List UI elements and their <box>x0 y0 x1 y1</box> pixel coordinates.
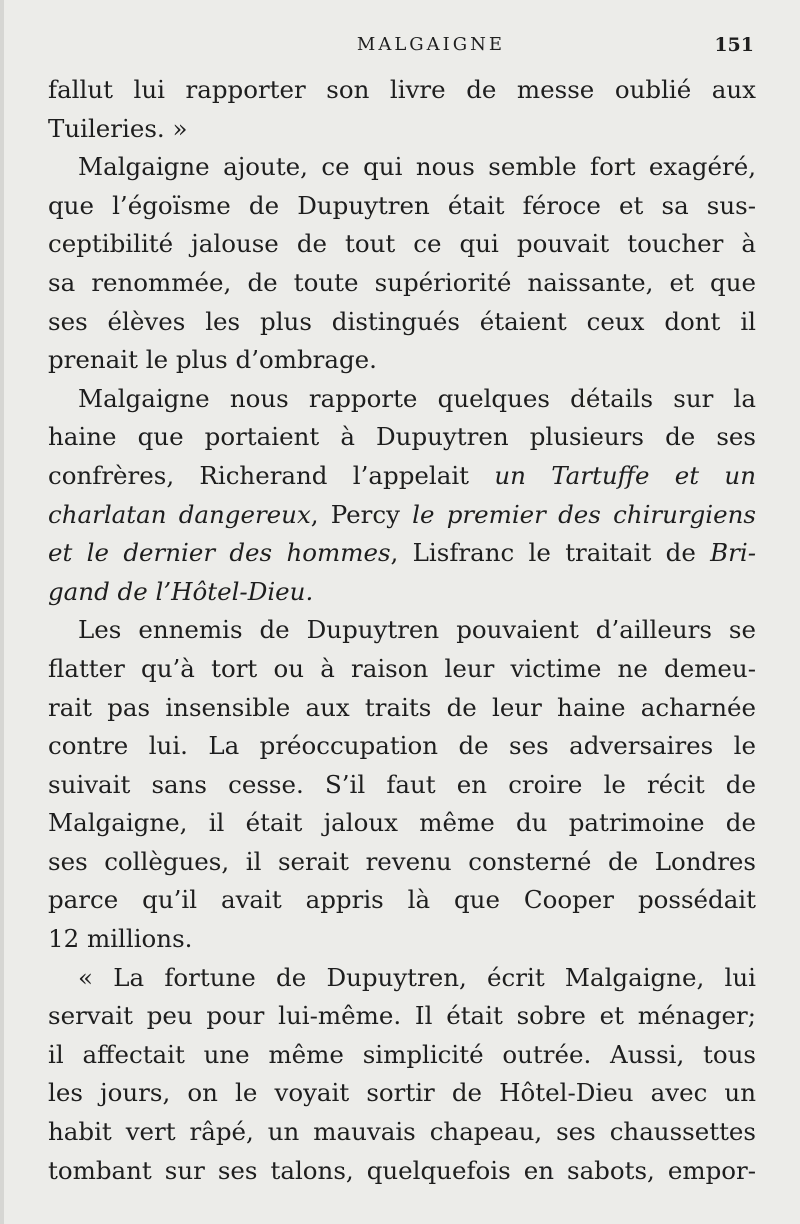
text-segment: suivait sans cesse. S’il faut en croire le récit de <box>48 769 756 799</box>
text-segment: prenait le plus d’ombrage. <box>48 345 377 375</box>
text-segment: rait pas insensible aux traits de leur haine acharnée <box>48 692 756 722</box>
text-line <box>48 843 756 882</box>
text-segment: ses collègues, il serait revenu consterné de Londres <box>48 846 756 876</box>
text-line <box>48 804 756 843</box>
text-line <box>48 187 756 226</box>
text-segment: servait peu pour lui-même. Il était sobre et ménager; <box>48 1001 756 1031</box>
text-line <box>48 496 756 535</box>
text-line <box>48 650 756 689</box>
text-segment: Malgaigne, il était jaloux même du patrimoine de <box>48 808 756 838</box>
text-segment: fallut lui rapporter son livre de messe oublié aux <box>48 75 756 104</box>
text-line <box>48 110 756 149</box>
text-line <box>48 766 756 805</box>
text-line <box>48 534 756 573</box>
text-segment: haine que portaient à Dupuytren plusieurs de ses <box>48 422 756 452</box>
text-segment: , Lisfranc le traitait de <box>390 538 711 568</box>
body-text <box>48 71 756 1190</box>
text-segment: sa renommée, de toute supériorité naissante, et que <box>48 267 756 297</box>
text-segment: contre lui. La préoccupation de ses adversaires le <box>48 731 756 761</box>
text-line <box>48 380 756 419</box>
text-segment: confrères, Richerand l’appelait <box>48 460 495 490</box>
text-segment: « La fortune de Dupuytren, écrit Malgaigne, lui <box>78 962 756 992</box>
text-line <box>48 148 756 187</box>
text-segment: habit vert râpé, un mauvais chapeau, ses chaussettes <box>48 1117 756 1147</box>
text-line <box>48 264 756 303</box>
text-segment: ses élèves les plus distingués étaient ceux dont il <box>48 306 756 336</box>
text-segment: Malgaigne ajoute, ce qui nous semble fort exagéré, <box>78 152 756 182</box>
text-segment: tombant sur ses talons, quelquefois en sabots, empor- <box>48 1155 756 1185</box>
text-line <box>48 225 756 264</box>
text-segment: il affectait une même simplicité outrée. Aussi, tous <box>48 1039 756 1069</box>
text-line <box>48 920 756 959</box>
text-segment: Tuileries. » <box>48 113 188 143</box>
text-segment: que l’égoïsme de Dupuytren était féroce et sa sus- <box>48 190 756 220</box>
italic-text: charlatan dangereux <box>48 499 311 529</box>
text-line <box>48 689 756 728</box>
italic-text: gand de l’Hôtel-Dieu. <box>48 576 314 606</box>
text-line <box>48 418 756 457</box>
text-segment: flatter qu’à tort ou à raison leur victime ne demeu- <box>48 653 756 683</box>
text-line <box>48 341 756 380</box>
running-header <box>48 34 754 64</box>
text-segment: ceptibilité jalouse de tout ce qui pouvait toucher à <box>48 229 756 259</box>
text-line <box>48 997 756 1036</box>
running-title: MALGAIGNE <box>356 34 506 55</box>
text-line <box>48 573 756 612</box>
text-line <box>48 881 756 920</box>
italic-text: le premier des chirurgiens <box>412 499 756 529</box>
page-number: 151 <box>714 34 754 56</box>
italic-text: Bri- <box>710 538 756 568</box>
text-segment: les jours, on le voyait sortir de Hôtel-Dieu avec un <box>48 1078 756 1108</box>
text-line <box>48 1113 756 1152</box>
text-line <box>48 303 756 342</box>
text-line <box>48 1074 756 1113</box>
text-segment: 12 millions. <box>48 924 193 954</box>
italic-text: un Tartuffe et un <box>494 460 756 490</box>
text-line <box>48 959 756 998</box>
text-segment: parce qu’il avait appris là que Cooper possédait <box>48 885 756 915</box>
italic-text: et le dernier des hommes <box>48 538 391 568</box>
text-line <box>48 71 756 110</box>
text-line <box>48 1152 756 1191</box>
text-segment: Malgaigne nous rapporte quelques détails sur la <box>78 383 756 413</box>
text-line <box>48 611 756 650</box>
text-line <box>48 457 756 496</box>
text-segment: Les ennemis de Dupuytren pouvaient d’ailleurs se <box>78 615 756 645</box>
text-segment: , Percy <box>310 499 413 529</box>
text-line <box>48 1036 756 1075</box>
text-line <box>48 727 756 766</box>
